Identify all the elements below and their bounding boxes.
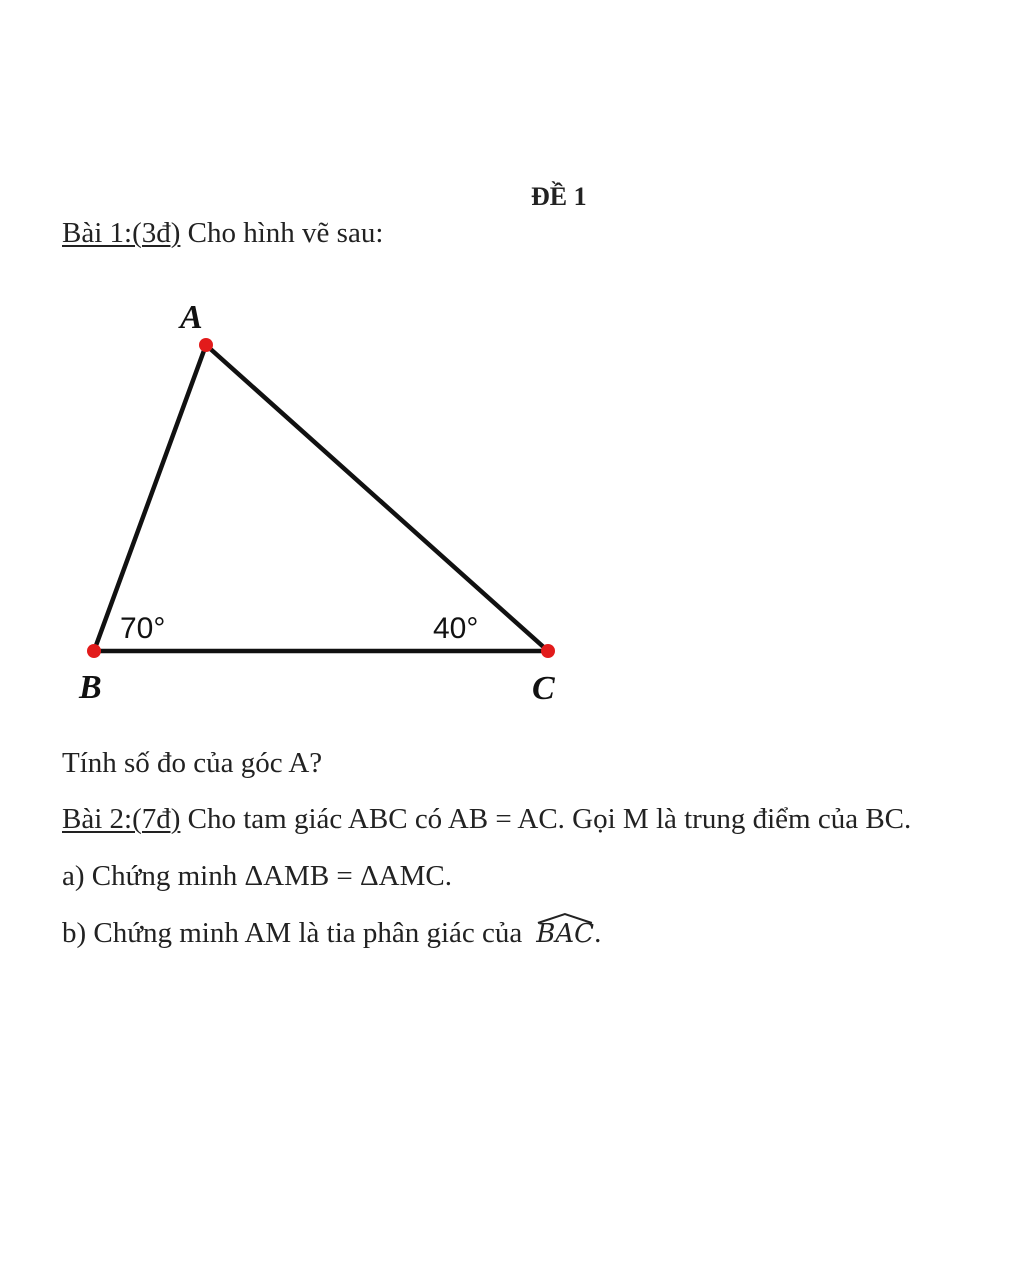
problem2-part-b-text: b) Chứng minh AM là tia phân giác của xyxy=(62,917,523,949)
problem2-text: Cho tam giác ABC có AB = AC. Gọi M là trung điểm của BC. xyxy=(180,803,912,835)
vertex-c-label: C xyxy=(532,670,555,707)
problem2-label: Bài 2:(7đ) xyxy=(62,803,181,835)
angle-c-label: 40° xyxy=(433,612,479,645)
vertex-c-point xyxy=(541,644,555,658)
angle-hat-icon xyxy=(536,912,594,924)
problem2-part-b-end: . xyxy=(594,917,602,949)
problem2-statement xyxy=(62,804,911,836)
problem2-part-a: a) Chứng minh ΔAMB = ΔAMC. xyxy=(62,860,452,892)
problem1-text: Cho hình vẽ sau: xyxy=(180,217,384,249)
problem1-question: Tính số đo của góc A? xyxy=(62,747,323,779)
problem2-part-b xyxy=(62,918,601,950)
vertex-b-label: B xyxy=(79,669,102,706)
vertex-a-label: A xyxy=(180,299,203,336)
exam-title: ĐỀ 1 xyxy=(531,182,587,211)
angle-b-label: 70° xyxy=(120,612,166,645)
problem1-label: Bài 1:(3đ) xyxy=(62,217,181,249)
angle-bac-text: BAC xyxy=(536,919,595,949)
vertex-b-point xyxy=(87,644,101,658)
triangle-abc xyxy=(94,345,548,651)
angle-bac-symbol xyxy=(536,920,594,949)
vertex-a-point xyxy=(199,338,213,352)
